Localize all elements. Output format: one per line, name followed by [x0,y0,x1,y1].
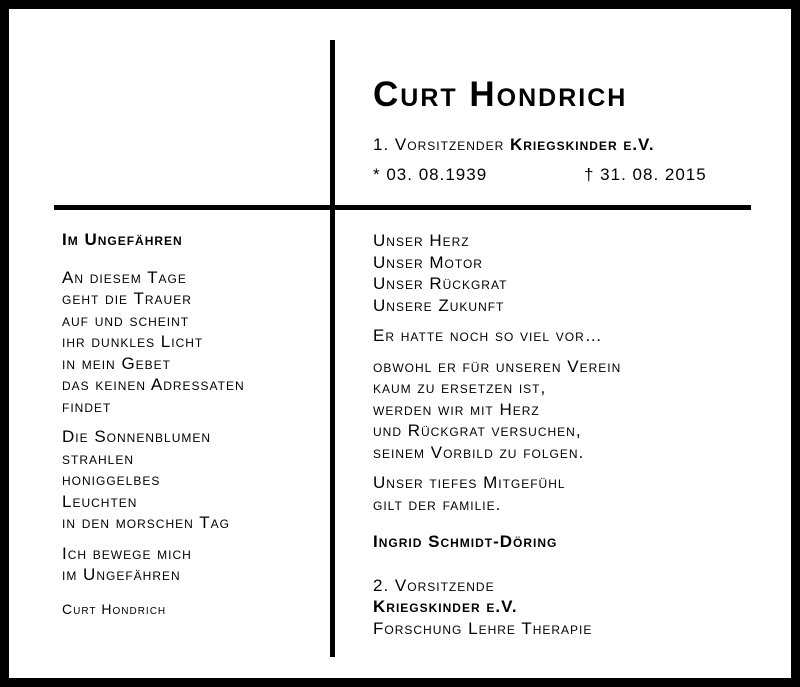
poem-line: Die Sonnenblumen [62,427,212,446]
message-block-2 [373,325,621,347]
signature-organization: Kriegskinder e.V. [373,597,518,616]
organization-name: Kriegskinder e.V. [509,135,655,154]
poem-line: findet [62,396,112,416]
message-line: Unser tiefes Mitgefühl [373,473,566,492]
poem-line: Leuchten [62,491,138,511]
message-line: Unser Herz [373,231,470,250]
signature-tagline: Forschung Lehre Therapie [373,618,593,638]
poem [62,229,245,620]
deceased-role [373,135,655,155]
message-block-4 [373,472,621,515]
deceased-name: Curt Hondrich [373,75,628,114]
message-block-1 [373,230,621,316]
poem-line: geht die Trauer [62,289,192,308]
poem-title: Im Ungefähren [62,230,183,249]
poem-line: auf und scheint [62,310,190,330]
poem-stanza-3 [62,543,245,586]
memorial-message [373,230,621,639]
poem-line: in mein Gebet [62,353,172,373]
message-block-3 [373,356,621,464]
poem-line: strahlen [62,448,135,468]
message-line: Unser Rückgrat [373,274,508,293]
poem-line: in den morschen Tag [62,513,230,532]
poem-line: honiggelbes [62,470,161,489]
cross-vertical-bar [330,40,335,657]
message-line: und Rückgrat versuchen, [373,421,582,440]
message-line: Unser Motor [373,252,483,272]
poem-author: Curt Hondrich [62,600,167,617]
poem-stanza-2 [62,426,245,534]
role-label: 1. Vorsitzender [373,135,505,154]
message-line: Unsere Zukunft [373,295,505,315]
birth-date: * 03. 08.1939 [373,165,488,184]
signature-role: 2. Vorsitzende [373,575,495,595]
poem-line: das keinen Adressaten [62,375,245,394]
poem-line: An diesem Tage [62,267,187,287]
poem-line: im Ungefähren [62,565,181,584]
death-date: † 31. 08. 2015 [584,165,707,184]
message-line: obwohl er für unseren Verein [373,356,622,376]
message-line: gilt der familie. [373,494,502,514]
message-line: werden wir mit Herz [373,399,540,419]
poem-stanza-1 [62,267,245,418]
cross-horizontal-bar [54,205,751,210]
message-line: Er hatte noch so viel vor… [373,326,603,345]
message-line: kaum zu ersetzen ist, [373,378,547,397]
poem-line: Ich bewege mich [62,543,192,563]
signature-name: Ingrid Schmidt-Döring [373,532,558,551]
message-line: seinem Vorbild zu folgen. [373,442,585,462]
poem-line: ihr dunkles Licht [62,332,204,351]
